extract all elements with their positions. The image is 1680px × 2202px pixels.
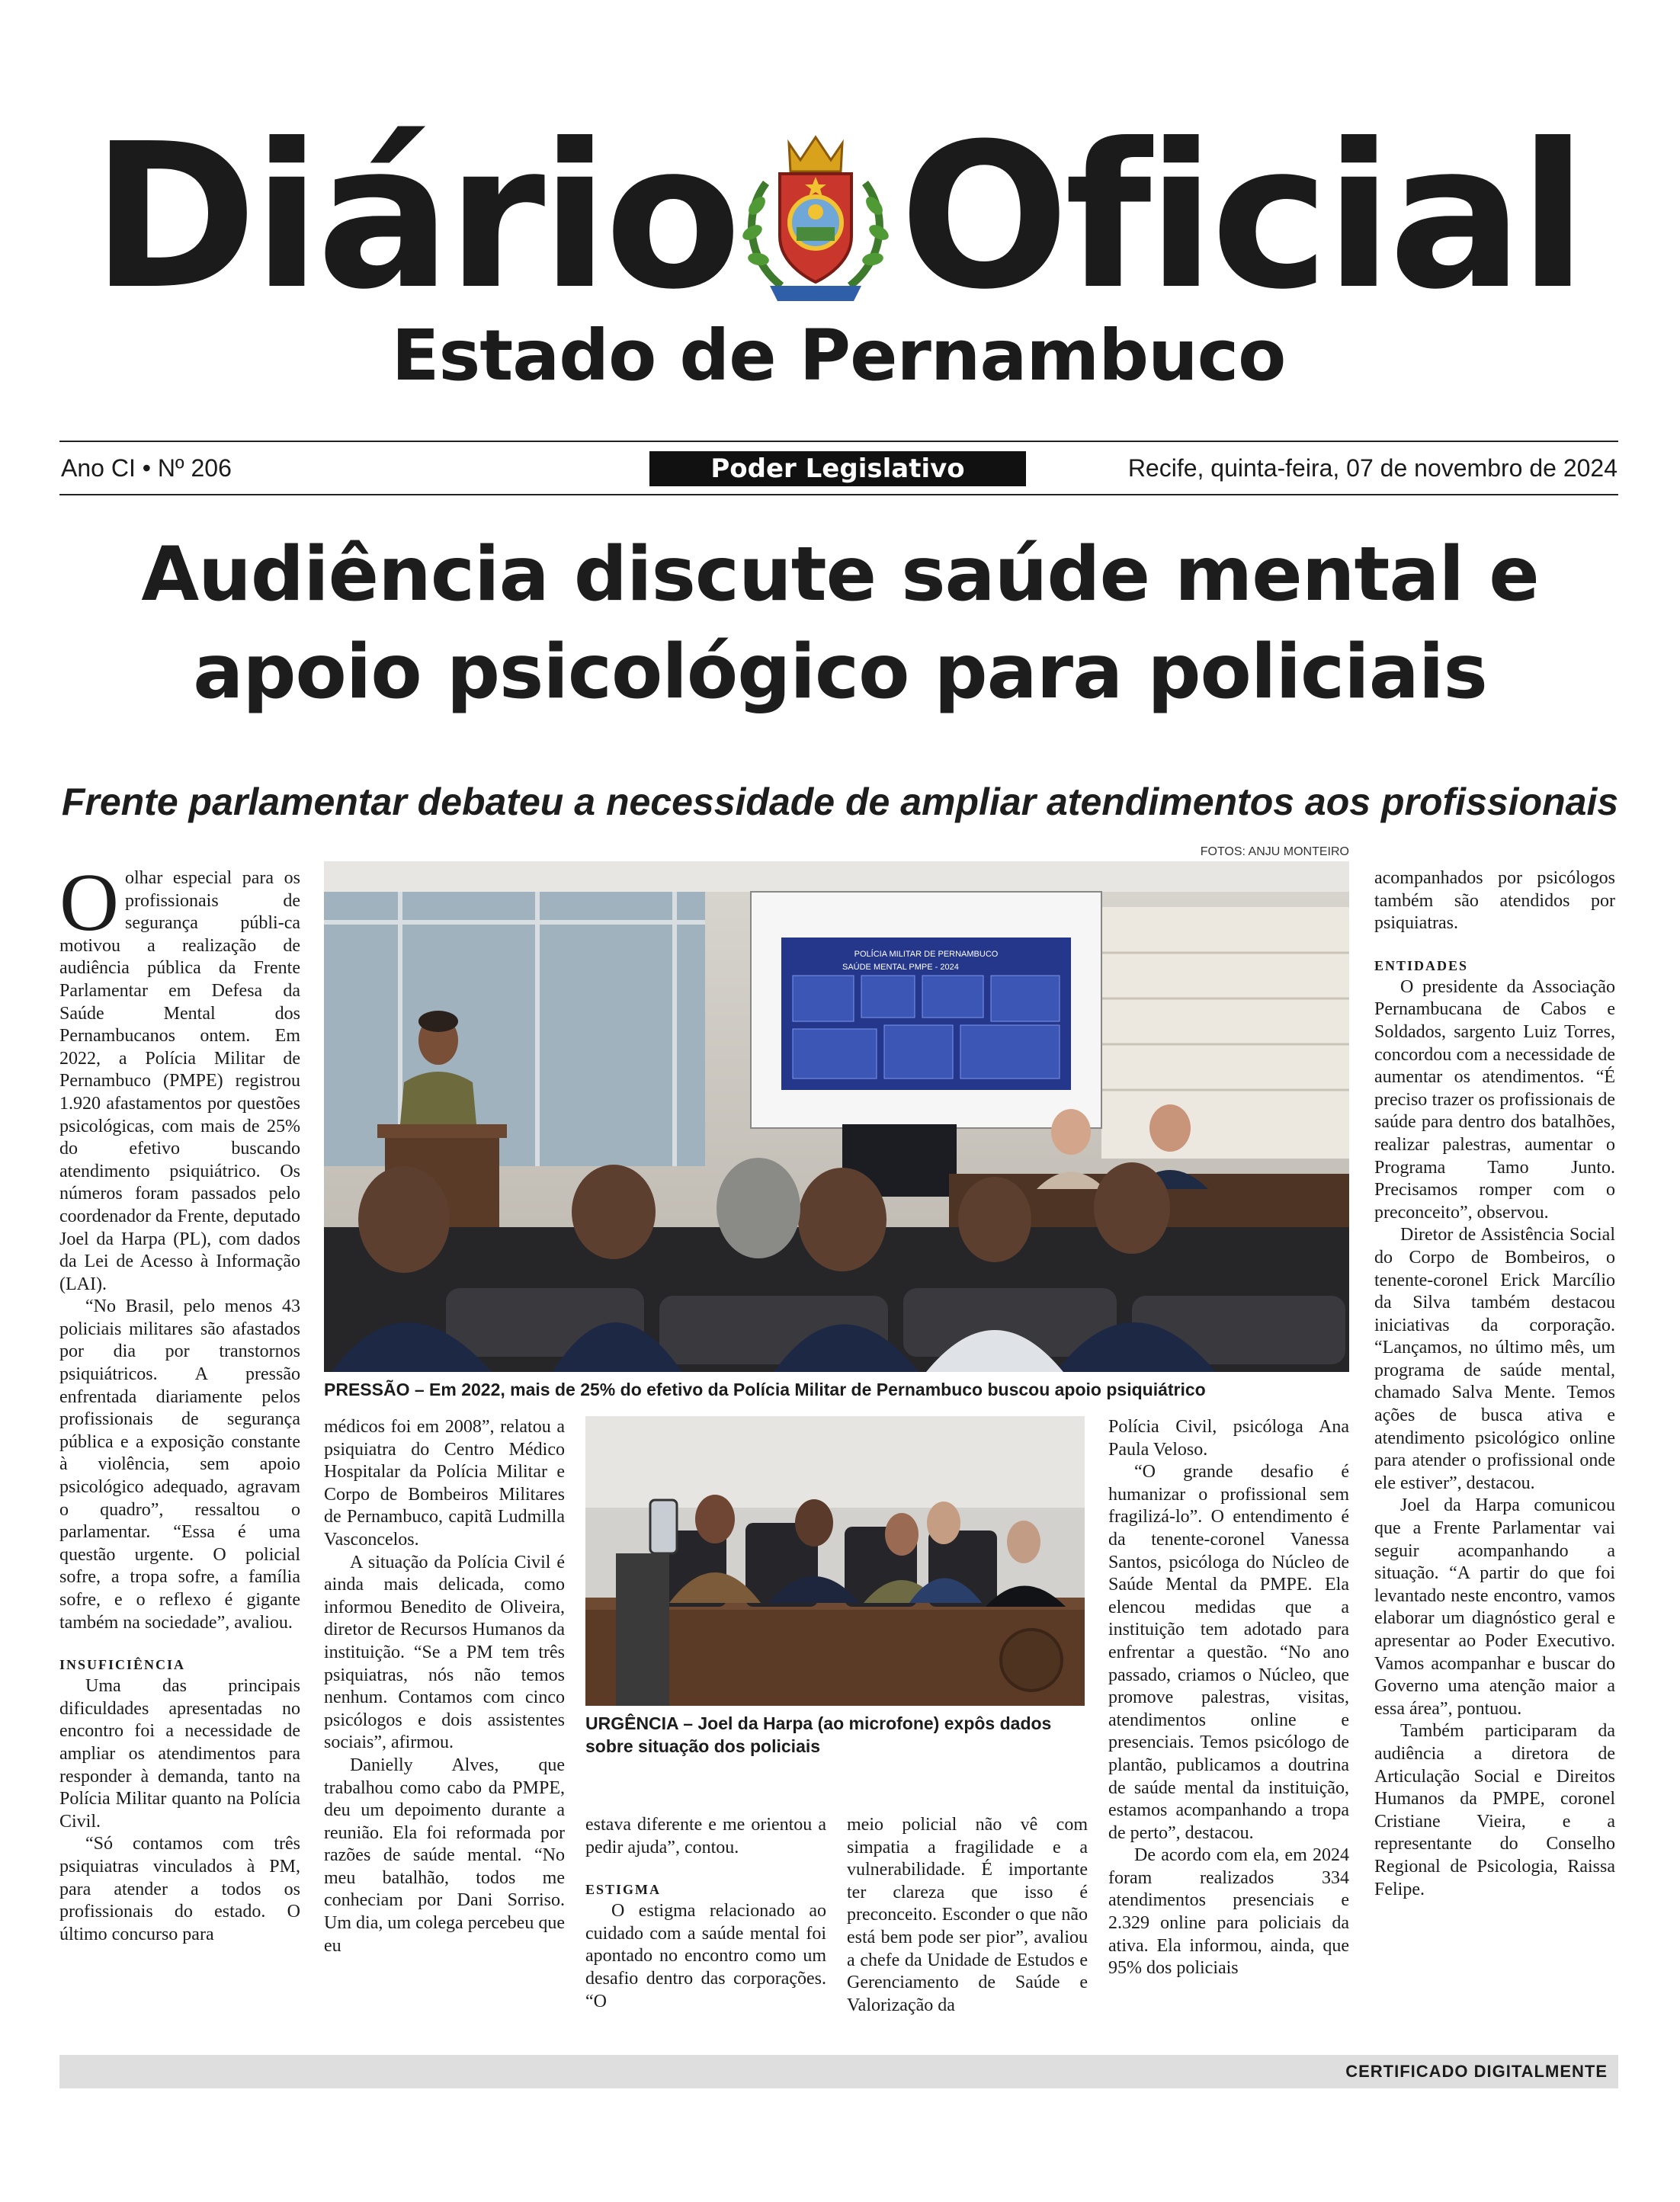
second-photo-illustration [585, 1416, 1085, 1706]
edition-date: Recife, quinta-feira, 07 de novembro de 2024 [1127, 454, 1617, 482]
headline-line-2: apoio psicológico para policiais [193, 629, 1487, 716]
paragraph: O estigma relacionado ao cuidado com a saúde mental foi apontado no encontro como um desafio dentro das corporações. “O [585, 1901, 826, 2011]
paragraph: O presidente da Associação Pernambucana de Cabos e Soldados, sargento Luiz Torres, concordou com a necessidade de aumentar os atendimentos. “É preciso trazer os profissionais de saúde para dentro dos batalhões, realizar palestras, aumentar o Programa Tamo Junto. Precisamos romper com o preconceito”, observou. [1374, 976, 1615, 1223]
drop-cap: O [59, 857, 119, 948]
paragraph: “No Brasil, pelo menos 43 policiais militares são afastados por dia por transtornos psiquiátricos. A pressão enfrentada diariamente pelos profissionais de segurança pública e a exposição constante à violência, sem apoio psicológico adequado, agravam o quadro”, ressaltou o parlamentar. “Essa é uma questão urgente. O policial sofre, a tropa sofre, a família sofre, e o reflexo é gigante também na sociedade”, avaliou. [59, 1297, 300, 1633]
paragraph: Danielly Alves, que trabalhou como cabo da PMPE, deu um depoimento durante a reunião. Ela foi reformada por razões de saúde mental. “No meu batalhão, todos me conheciam por Dani Sorriso. Um dia, um colega percebeu que eu [324, 1755, 565, 1956]
article-headline [61, 526, 1619, 721]
main-photo [324, 861, 1349, 1372]
second-photo [585, 1416, 1085, 1706]
digital-certificate-label: CERTIFICADO DIGITALMENTE [1345, 2062, 1608, 2081]
paragraph: Diretor de Assistência Social do Corpo de Bombeiros, o tenente-coronel Erick Marcílio da Silva também destacou iniciativas da corporação. “Lançamos, no último mês, um programa de saúde mental, chamado Salva Mente. Temos ações de busca ativa e atendimento psicológico online para atender o profissional onde ele estiver”, destacou. [1374, 1225, 1615, 1493]
article-column-2 [324, 1416, 565, 1957]
slide-header-text: POLÍCIA MILITAR DE PERNAMBUCO [854, 950, 999, 959]
paragraph: acompanhados por psicólogos também são atendidos por psiquiatras. [1374, 868, 1615, 934]
section-heading: INSUFICIÊNCIA [59, 1657, 186, 1673]
paragraph: médicos foi em 2008”, relatou a psiquiatra do Centro Médico Hospitalar da Polícia Militar e Corpo de Bombeiros Militares de Pernambuco, capitã Ludmilla Vasconcelos. [324, 1417, 565, 1550]
main-photo-illustration [324, 861, 1349, 1372]
slide-title-text: SAÚDE MENTAL PMPE - 2024 [842, 963, 959, 972]
dateline-bottom-rule [59, 494, 1618, 495]
article-column-5 [1108, 1416, 1349, 1980]
edition-number: Ano CI • Nº 206 [61, 454, 232, 482]
paragraph: meio policial não vê com simpatia a fragilidade e a vulnerabilidade. É importante ter clareza que isso é preconceito. Esconder o que não está bem pode ser pior”, avaliou a chefe da Unidade de Estudos e Gerenciamento de Saúde e Valorização da [847, 1815, 1088, 2015]
article-column-1 [59, 857, 300, 1946]
paragraph: “O grande desafio é humanizar o profissional sem fragilizá-lo”. O entendimento é da tenente-coronel Vanessa Santos, psicóloga do Núcleo de Saúde Mental da PMPE. Ela elencou medidas que a instituição tem adotado para enfrentar a questão. “No ano passado, criamos o Núcleo, que promove palestras, visitas, atendimentos online e presenciais. Temos psicólogo de plantão, publicamos a doutrina de saúde mental da instituição, estamos acompanhando a tropa de perto”, destacou. [1108, 1462, 1349, 1843]
footer-bar [59, 2055, 1618, 2088]
headline-line-1: Audiência discute saúde mental e [141, 531, 1539, 618]
section-heading: ENTIDADES [1374, 957, 1469, 973]
second-photo-caption: URGÊNCIA – Joel da Harpa (ao microfone) expôs dados sobre situação dos policiais [585, 1713, 1052, 1756]
article-column-6 [1374, 867, 1615, 1901]
article-column-4 [847, 1814, 1088, 2017]
paragraph: A situação da Polícia Civil é ainda mais delicada, como informou Benedito de Oliveira, diretor de Recursos Humanos da instituição. “Se a PM tem três psiquiatras, nós não temos nenhum. Contamos com cinco psicólogos e dois assistentes sociais”, afirmou. [324, 1552, 565, 1753]
masthead-title-left: Diário [91, 101, 738, 333]
section-heading: ESTIGMA [585, 1882, 662, 1898]
paragraph: De acordo com ela, em 2024 foram realizados 334 atendimentos presenciais e 2.329 online para policiais da ativa. Ela informou, ainda, que 95% dos policiais [1108, 1845, 1349, 1979]
article-subheadline: Frente parlamentar debateu a necessidade de ampliar atendimentos aos profissionais [61, 780, 1619, 823]
photo-credit: FOTOS: ANJU MONTEIRO [1200, 845, 1349, 858]
paragraph: “Só contamos com três psiquiatras vinculados à PM, para atender a todos os profissionais do estado. O último concurso para [59, 1834, 300, 1944]
section-banner: Poder Legislativo [649, 451, 1026, 486]
masthead-subtitle: Estado de Pernambuco [391, 315, 1286, 396]
article-column-3 [585, 1814, 826, 2013]
lead-paragraph-text: olhar especial para os profissionais de segurança públi-ca motivou a realização de audiência pública da Frente Parlamentar em Defesa da Saúde Mental dos Pernambucanos ontem. Em 2022, a Polícia Militar de Pernambuco (PMPE) registrou 1.920 afastamentos por questões psicológicas, com mais de 25% do efetivo buscando atendimento psiquiátrico. Os números foram passados pelo coordenador da Frente, deputado Joel da Harpa (PL), com dados da Lei de Acesso à Informação (LAI). [59, 868, 300, 1294]
paragraph: Joel da Harpa comunicou que a Frente Parlamentar vai seguir acompanhando a situação. “A partir do que foi levantado neste encontro, vamos elaborar um diagnóstico geral e apresentar ao Poder Executivo. Vamos acompanhar e buscar do Governo uma atenção maior a essa área”, pontuou. [1374, 1495, 1615, 1719]
pernambuco-coat-of-arms-icon [736, 130, 896, 309]
lead-paragraph [59, 857, 300, 1296]
paragraph: Também participaram da audiência a diretora de Articulação Social e Direitos Humanos da PMPE, coronel Cristiane Vieira, e a representante do Conselho Regional de Psicologia, Raissa Felipe. [1374, 1721, 1615, 1899]
paragraph: Polícia Civil, psicóloga Ana Paula Veloso. [1108, 1417, 1349, 1460]
paragraph: estava diferente e me orientou a pedir ajuda”, contou. [585, 1815, 826, 1857]
dateline-top-rule [59, 441, 1618, 442]
masthead-title-right: Oficial [899, 101, 1583, 333]
paragraph: Uma das principais dificuldades apresentadas no encontro foi a necessidade de ampliar os atendimentos para responder à demanda, tanto na Polícia Militar quanto na Polícia Civil. [59, 1676, 300, 1832]
main-photo-caption: PRESSÃO – Em 2022, mais de 25% do efetivo da Polícia Militar de Pernambuco buscou apoio psiquiátrico [324, 1380, 1206, 1399]
